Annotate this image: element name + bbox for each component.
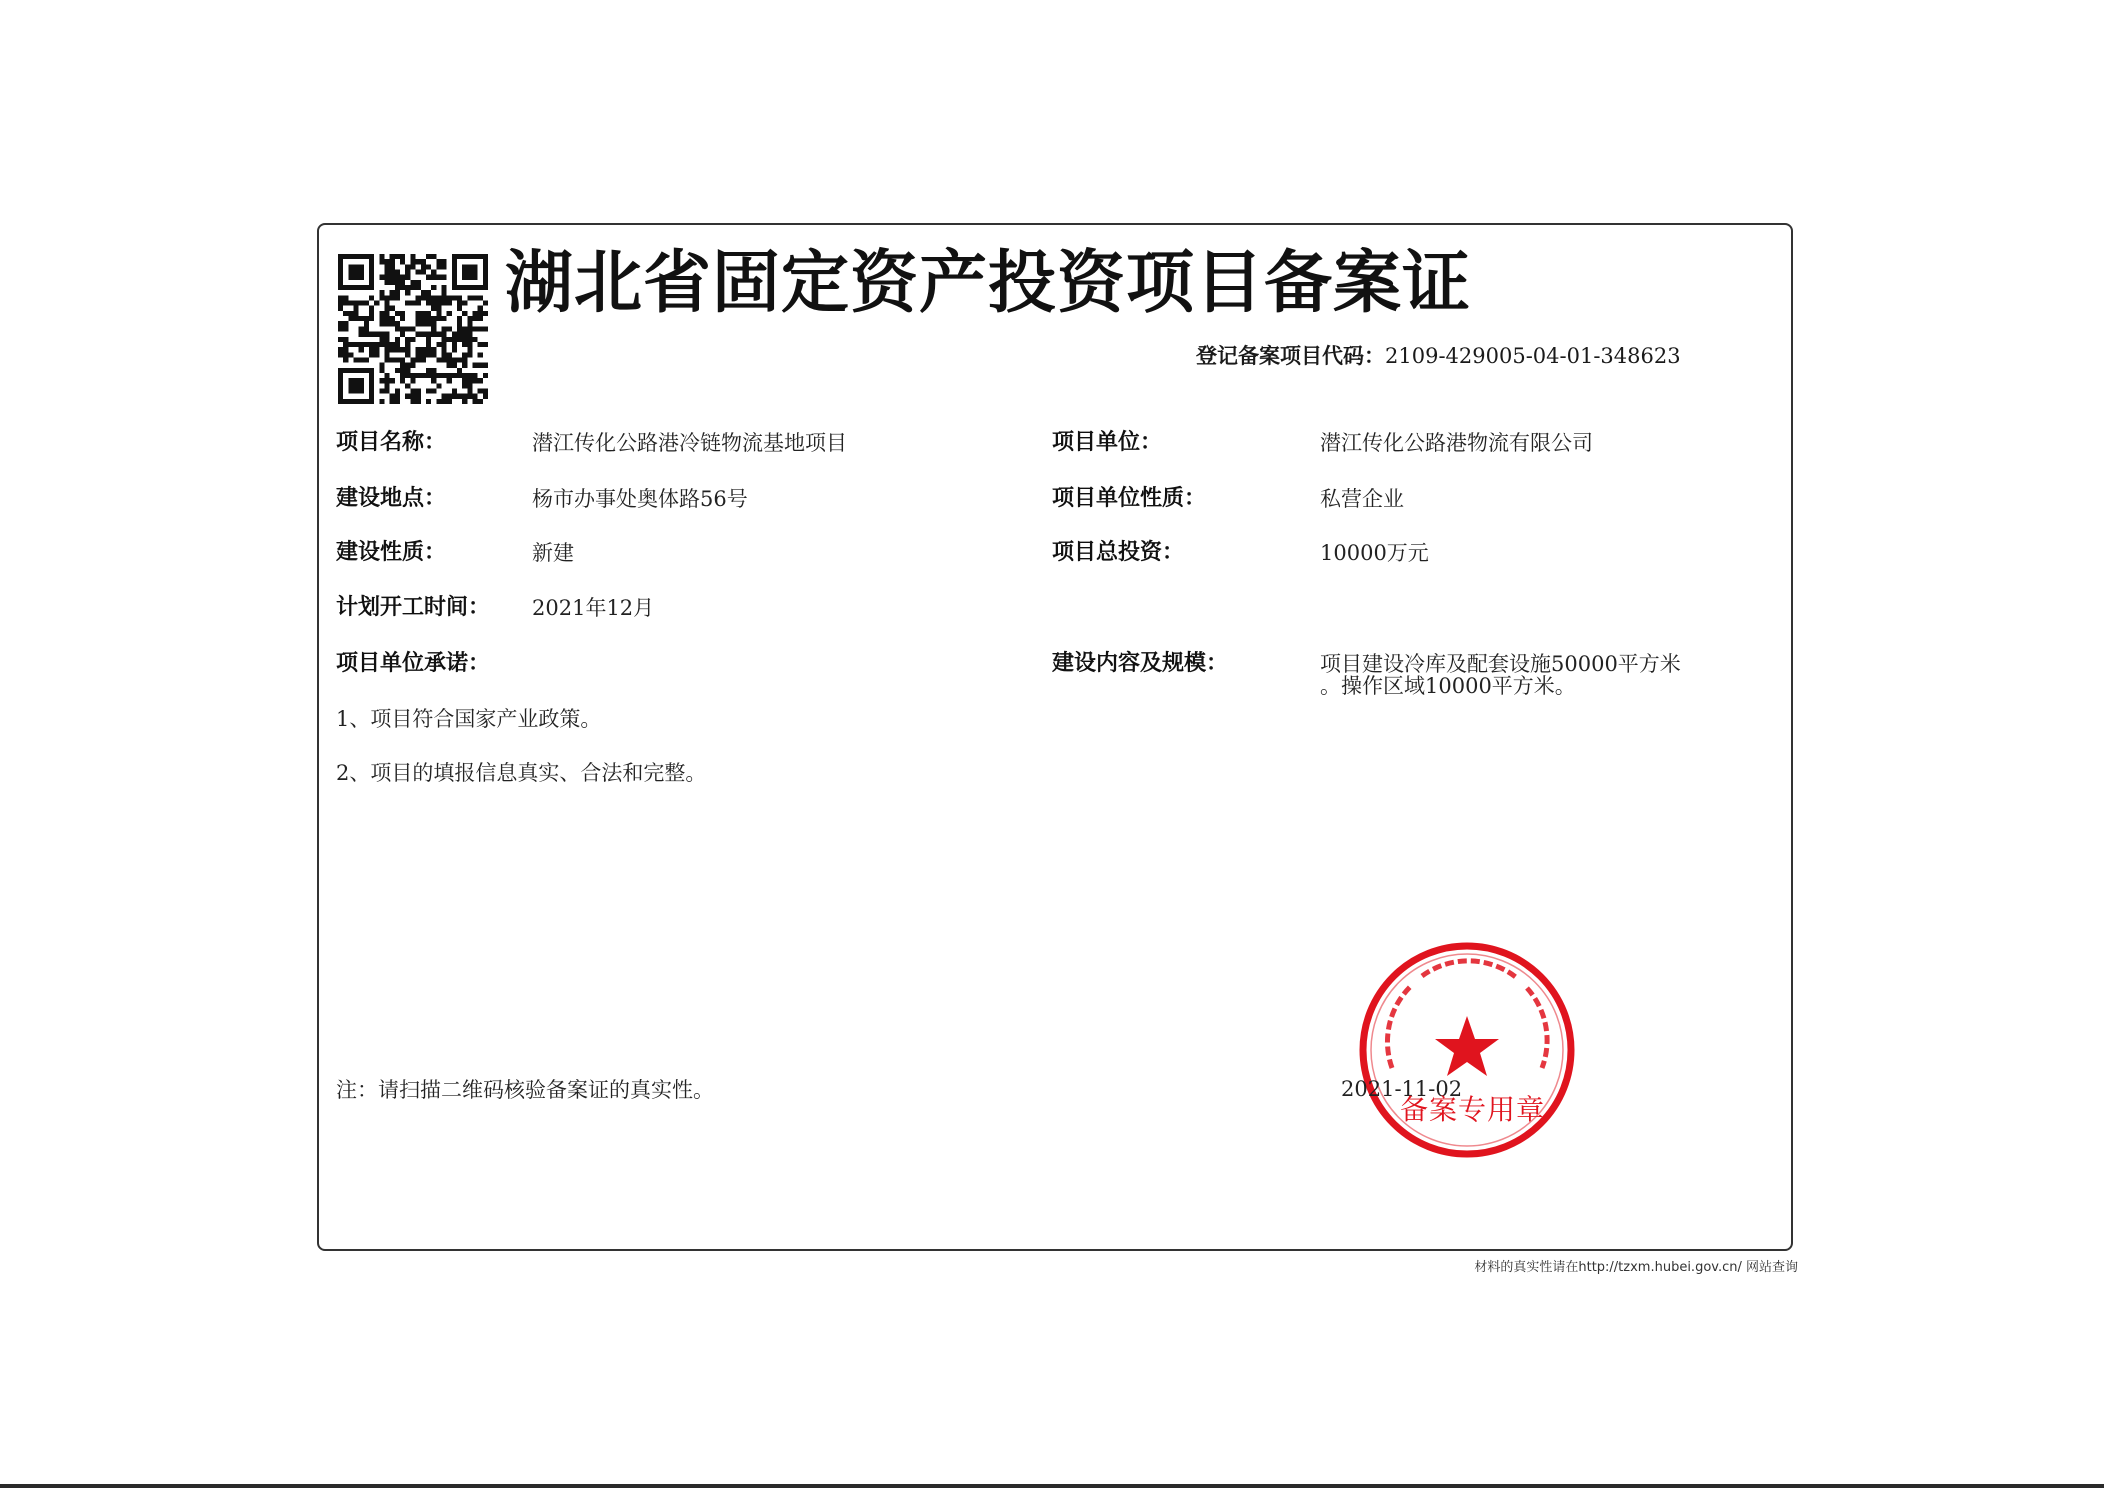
location-label: 建设地点： bbox=[336, 486, 447, 511]
registration-code-value: 2109-429005-04-01-348623 bbox=[1385, 344, 1681, 368]
start-time-label: 计划开工时间： bbox=[336, 595, 491, 620]
location-value: 杨市办事处奥体路56号 bbox=[532, 487, 748, 511]
construction-type-label: 建设性质： bbox=[336, 540, 447, 565]
registration-code bbox=[1196, 342, 1681, 370]
start-time-value: 2021年12月 bbox=[532, 596, 655, 620]
commitment-label: 项目单位承诺： bbox=[336, 651, 491, 676]
scope-label: 建设内容及规模： bbox=[1052, 651, 1229, 676]
project-name-label: 项目名称： bbox=[336, 430, 447, 455]
unit-nature-value: 私营企业 bbox=[1320, 487, 1404, 511]
unit-nature-label: 项目单位性质： bbox=[1052, 486, 1207, 511]
project-unit-label: 项目单位： bbox=[1052, 430, 1163, 455]
commitment-item-2: 2、项目的填报信息真实、合法和完整。 bbox=[336, 761, 707, 785]
certificate-title: 湖北省固定资产投资项目备案证 bbox=[505, 244, 1472, 323]
verification-note: 注：请扫描二维码核验备案证的真实性。 bbox=[336, 1078, 714, 1102]
filing-date: 2021-11-02 bbox=[1341, 1077, 1463, 1101]
construction-type-value: 新建 bbox=[532, 541, 574, 565]
verification-footnote: 材料的真实性请在http://tzxm.hubei.gov.cn/ 网站查询 bbox=[1474, 1260, 1798, 1275]
qr-code-icon[interactable] bbox=[338, 254, 488, 404]
registration-code-label: 登记备案项目代码： bbox=[1196, 344, 1385, 368]
page-bottom-rule bbox=[0, 1484, 2104, 1488]
seal-label: 备案专用章 bbox=[1400, 1093, 1546, 1126]
commitment-item-1: 1、项目符合国家产业政策。 bbox=[336, 707, 602, 731]
project-unit-value: 潜江传化公路港物流有限公司 bbox=[1320, 431, 1593, 455]
scope-value-line-1: 项目建设冷库及配套设施50000平方米 bbox=[1320, 652, 1681, 676]
total-investment-value: 10000万元 bbox=[1320, 541, 1429, 565]
scope-value-line-2: 。操作区域10000平方米。 bbox=[1320, 674, 1576, 698]
total-investment-label: 项目总投资： bbox=[1052, 540, 1185, 565]
project-name-value: 潜江传化公路港冷链物流基地项目 bbox=[532, 431, 847, 455]
official-seal-icon bbox=[1352, 940, 1582, 1170]
